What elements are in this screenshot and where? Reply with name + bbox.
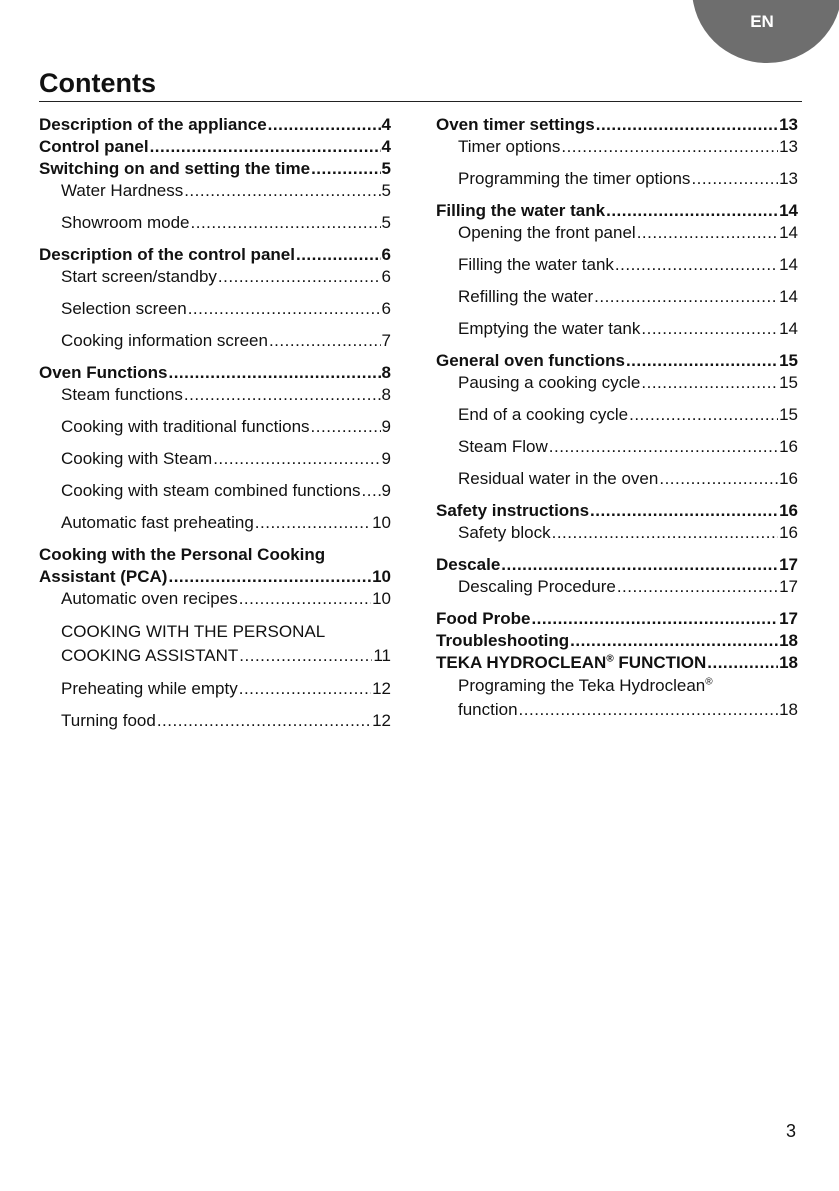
dot-leader	[168, 362, 380, 384]
dot-leader	[362, 480, 381, 502]
toc-entry-text-line1: Programing the Teka Hydroclean	[458, 676, 706, 695]
toc-entry-page: 16	[779, 523, 798, 542]
dot-leader	[184, 180, 380, 202]
toc-entry-page: 5	[381, 181, 391, 200]
toc-entry-automatic-oven-recipes[interactable]	[39, 588, 391, 610]
toc-entry-page: 11	[373, 646, 391, 665]
toc-entry-text: Cooking information screen	[61, 331, 268, 350]
toc-entry-text: Descaling Procedure	[458, 577, 616, 596]
toc-entry-page: 9	[381, 481, 391, 500]
toc-entry-page: 18	[779, 653, 798, 672]
dot-leader	[239, 678, 371, 700]
toc-entry-page: 14	[779, 201, 798, 220]
dot-leader	[239, 644, 372, 668]
toc-entry-page: 10	[372, 513, 391, 532]
toc-entry-page: 18	[779, 631, 798, 650]
toc-entry-oven-timer-settings[interactable]	[436, 114, 798, 136]
toc-entry-text-line2: function	[458, 700, 518, 719]
dot-leader	[637, 222, 778, 244]
toc-entry-text: Description of the control panel	[39, 245, 295, 264]
toc-entry-page: 17	[779, 555, 798, 574]
toc-entry-text-line2: Assistant (PCA)	[39, 567, 168, 586]
toc-entry-text-suffix: FUNCTION	[613, 653, 707, 672]
toc-entry-text-main: TEKA HYDROCLEAN	[436, 653, 607, 672]
toc-entry-emptying-water-tank[interactable]	[436, 318, 798, 340]
toc-entry-page: 14	[779, 255, 798, 274]
dot-leader	[184, 384, 381, 406]
toc-entry-timer-options[interactable]	[436, 136, 798, 158]
toc-entry-text: Filling the water tank	[436, 201, 606, 220]
toc-entry-selection-screen[interactable]	[39, 298, 391, 320]
toc-entry-text: Control panel	[39, 137, 149, 156]
toc-entry-text: Preheating while empty	[61, 679, 238, 698]
toc-entry-showroom-mode[interactable]	[39, 212, 391, 234]
toc-entry-refilling-water[interactable]	[436, 286, 798, 308]
toc-entry-automatic-fast-preheating[interactable]	[39, 512, 391, 534]
dot-leader	[239, 588, 371, 610]
toc-entry-teka-hydroclean-function[interactable]	[436, 652, 798, 674]
toc-entry-text: Start screen/standby	[61, 267, 217, 286]
registered-mark: ®	[606, 653, 614, 665]
toc-entry-safety-block[interactable]	[436, 522, 798, 544]
toc-entry-page: 9	[381, 449, 391, 468]
dot-leader	[659, 468, 778, 490]
toc-entry-page: 15	[779, 373, 798, 392]
toc-entry-filling-water-tank-heading[interactable]	[436, 200, 798, 222]
dot-leader	[157, 710, 371, 732]
toc-entry-oven-functions[interactable]	[39, 362, 391, 384]
toc-entry-text: Oven Functions	[39, 363, 168, 382]
toc-entry-page: 12	[372, 711, 391, 730]
dot-leader	[255, 512, 371, 534]
toc-entry-text: Residual water in the oven	[458, 469, 659, 488]
title-divider	[39, 101, 802, 102]
toc-entry-text: Descale	[436, 555, 501, 574]
toc-entry-preheating-while-empty[interactable]	[39, 678, 391, 700]
dot-leader	[590, 500, 778, 522]
dot-leader	[218, 266, 381, 288]
dot-leader	[615, 254, 778, 276]
toc-entry-food-probe[interactable]	[436, 608, 798, 630]
dot-leader	[617, 576, 778, 598]
dot-leader	[188, 298, 381, 320]
toc-entry-cooking-with-pca-caps[interactable]	[39, 620, 391, 668]
page-number: 3	[786, 1121, 797, 1141]
toc-entry-text-line1-wrap	[458, 674, 798, 698]
dot-leader	[561, 136, 778, 158]
dot-leader	[168, 566, 371, 588]
toc-entry-page: 17	[779, 577, 798, 596]
dot-leader	[552, 522, 778, 544]
toc-entry-safety-instructions[interactable]	[436, 500, 798, 522]
toc-entry-start-screen[interactable]	[39, 266, 391, 288]
toc-entry-page: 13	[779, 115, 798, 134]
toc-entry-page: 16	[779, 469, 798, 488]
toc-entry-text: Oven timer settings	[436, 115, 595, 134]
dot-leader	[691, 168, 778, 190]
toc-entry-text: Cooking with steam combined functions	[61, 481, 361, 500]
toc-entry-end-of-cooking-cycle[interactable]	[436, 404, 798, 426]
toc-left-column	[39, 114, 391, 742]
dot-leader	[641, 372, 778, 394]
dot-leader	[269, 330, 381, 352]
toc-entry-page: 5	[381, 159, 391, 178]
toc-entry-text: Turning food	[61, 711, 156, 730]
dot-leader	[213, 448, 380, 470]
toc-entry-page: 4	[381, 137, 391, 156]
dot-leader	[191, 212, 381, 234]
toc-entry-turning-food[interactable]	[39, 710, 391, 732]
toc-entry-page: 17	[779, 609, 798, 628]
registered-mark: ®	[705, 676, 713, 688]
toc-entry-text: Automatic fast preheating	[61, 513, 254, 532]
toc-entry-page: 16	[779, 437, 798, 456]
toc-entry-text: Safety instructions	[436, 501, 590, 520]
toc-entry-text: Programming the timer options	[458, 169, 691, 188]
toc-entry-page: 8	[381, 385, 391, 404]
toc-entry-page: 18	[779, 700, 798, 719]
toc-entry-steam-flow[interactable]	[436, 436, 798, 458]
toc-entry-text-line1: COOKING WITH THE PERSONAL	[61, 622, 326, 641]
dot-leader	[501, 554, 778, 576]
dot-leader	[268, 114, 381, 136]
toc-entry-text: Switching on and setting the time	[39, 159, 311, 178]
toc-entry-text: Showroom mode	[61, 213, 190, 232]
toc-entry-descaling-procedure[interactable]	[436, 576, 798, 598]
toc-entry-page: 9	[381, 417, 391, 436]
dot-leader	[626, 350, 778, 372]
toc-entry-text: Water Hardness	[61, 181, 184, 200]
toc-entry-text: General oven functions	[436, 351, 625, 370]
toc-entry-text: Selection screen	[61, 299, 187, 318]
toc-entry-programming-timer-options[interactable]	[436, 168, 798, 190]
toc-entry-page: 15	[779, 351, 798, 370]
toc-entry-description-of-control-panel[interactable]	[39, 244, 391, 266]
toc-entry-text: Filling the water tank	[458, 255, 614, 274]
toc-entry-residual-water[interactable]	[436, 468, 798, 490]
page-title: Contents	[39, 68, 156, 98]
dot-leader	[311, 158, 380, 180]
dot-leader	[311, 416, 381, 438]
toc-entry-text: Description of the appliance	[39, 115, 267, 134]
toc-entry-page: 16	[779, 501, 798, 520]
toc-entry-page: 4	[381, 115, 391, 134]
toc-entry-text: Opening the front panel	[458, 223, 636, 242]
toc-entry-page: 14	[779, 223, 798, 242]
dot-leader	[519, 698, 779, 722]
toc-entry-water-hardness[interactable]	[39, 180, 391, 202]
toc-entry-text: Refilling the water	[458, 287, 594, 306]
toc-entry-switching-on[interactable]	[39, 158, 391, 180]
dot-leader	[596, 114, 778, 136]
language-label: EN	[750, 12, 774, 31]
toc-entry-text: Emptying the water tank	[458, 319, 641, 338]
toc-entry-traditional-functions[interactable]	[39, 416, 391, 438]
toc-entry-text-line1: Cooking with the Personal Cooking	[39, 545, 326, 564]
toc-entry-page: 10	[372, 567, 391, 586]
toc-entry-page: 14	[779, 287, 798, 306]
toc-entry-page: 6	[381, 245, 391, 264]
toc-entry-pausing-cooking-cycle[interactable]	[436, 372, 798, 394]
dot-leader	[150, 136, 381, 158]
toc-entry-text: Steam functions	[61, 385, 183, 404]
toc-entry-text: Food Probe	[436, 609, 531, 628]
toc-entry-general-oven-functions[interactable]	[436, 350, 798, 372]
dot-leader	[641, 318, 778, 340]
dot-leader	[629, 404, 778, 426]
toc-entry-description-of-the-appliance[interactable]	[39, 114, 391, 136]
toc-entry-steam-combined-functions[interactable]	[39, 480, 391, 502]
dot-leader	[549, 436, 778, 458]
dot-leader	[707, 652, 778, 674]
toc-entry-control-panel[interactable]	[39, 136, 391, 158]
toc-entry-text: Cooking with Steam	[61, 449, 213, 468]
toc-entry-descale[interactable]	[436, 554, 798, 576]
toc-entry-page: 5	[381, 213, 391, 232]
toc-entry-personal-cooking-assistant[interactable]	[39, 544, 391, 588]
toc-entry-steam-functions[interactable]	[39, 384, 391, 406]
toc-entry-page: 15	[779, 405, 798, 424]
toc-entry-cooking-with-steam[interactable]	[39, 448, 391, 470]
toc-entry-page: 13	[779, 137, 798, 156]
toc-entry-page: 6	[381, 267, 391, 286]
toc-entry-text: Safety block	[458, 523, 551, 542]
dot-leader	[531, 608, 778, 630]
toc-entry-text: Automatic oven recipes	[61, 589, 238, 608]
toc-entry-filling-water-tank[interactable]	[436, 254, 798, 276]
toc-entry-cooking-information-screen[interactable]	[39, 330, 391, 352]
toc-entry-text: Steam Flow	[458, 437, 548, 456]
toc-entry-page: 12	[372, 679, 391, 698]
toc-entry-text-line2: COOKING ASSISTANT	[61, 646, 239, 665]
toc-entry-troubleshooting[interactable]	[436, 630, 798, 652]
dot-leader	[594, 286, 778, 308]
toc-entry-text: Pausing a cooking cycle	[458, 373, 641, 392]
toc-entry-page: 6	[381, 299, 391, 318]
toc-entry-text: Timer options	[458, 137, 561, 156]
toc-entry-page: 8	[381, 363, 391, 382]
toc-entry-page: 13	[779, 169, 798, 188]
toc-entry-page: 14	[779, 319, 798, 338]
dot-leader	[606, 200, 778, 222]
toc-entry-page: 10	[372, 589, 391, 608]
toc-entry-text: Troubleshooting	[436, 631, 570, 650]
toc-entry-text: End of a cooking cycle	[458, 405, 629, 424]
dot-leader	[570, 630, 778, 652]
toc-entry-text: Cooking with traditional functions	[61, 417, 310, 436]
dot-leader	[296, 244, 381, 266]
toc-entry-programing-teka-hydroclean[interactable]	[436, 674, 798, 722]
toc-entry-page: 7	[381, 331, 391, 350]
toc-entry-opening-front-panel[interactable]	[436, 222, 798, 244]
toc-right-column	[436, 114, 798, 732]
toc-entry-text	[436, 652, 706, 674]
